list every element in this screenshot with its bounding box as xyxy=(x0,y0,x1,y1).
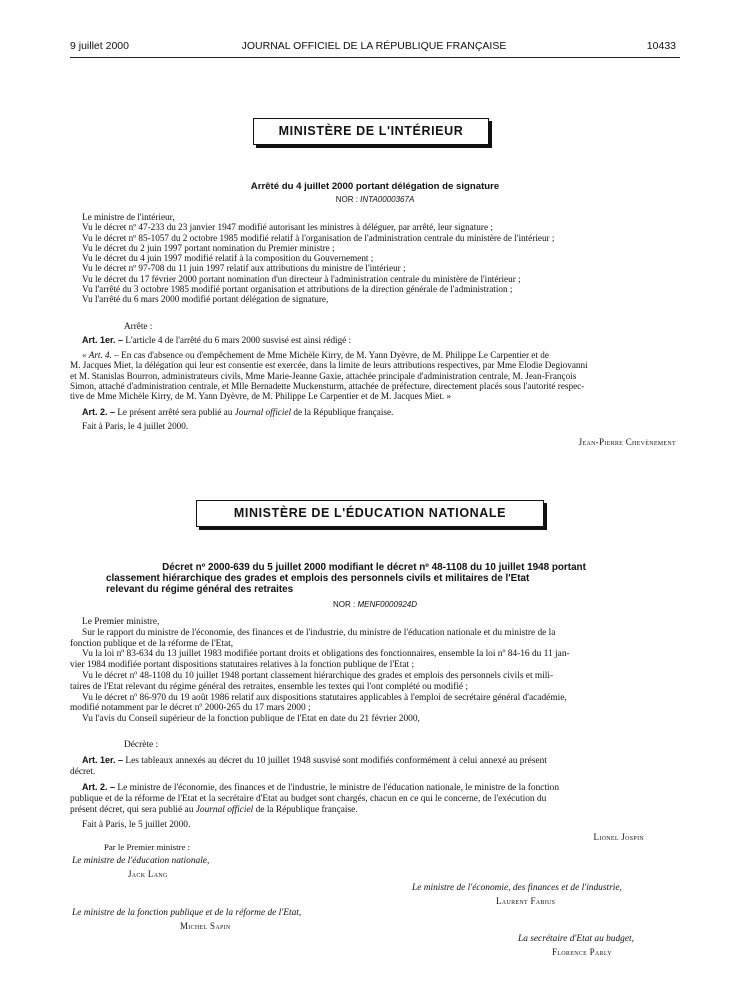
visa-line: Vu le décret nº 86-970 du 19 août 1986 relatif aux dispositions statutaires applicables à l'emploi de secrétaire général d'académie, xyxy=(82,692,567,703)
arrete-arrete: Arrête : xyxy=(124,321,153,331)
article-4-line: Simon, attaché d'administration centrale, et Mlle Bernadette Muckensturm, attachée de préfecture, directement placés sous l'autorité respec- xyxy=(70,380,585,391)
article-text: Le ministre de l'économie, des finances et de l'industrie, le ministre de l'éducation nationale, le ministre de la fonction xyxy=(117,783,560,793)
visa-line: Vu le décret nº 97-708 du 11 juin 1997 relatif aux attributions du ministre de l'intérieur ; xyxy=(82,263,406,274)
article-text: décret. xyxy=(70,766,96,777)
article-text: L'article 4 de l'arrêté du 6 mars 2000 susvisé est ainsi rédigé : xyxy=(125,335,352,345)
visa-line: Vu le décret du 17 février 2000 portant nomination d'un directeur à l'administration centrale du ministère de l'intérieur ; xyxy=(82,273,521,284)
decret-fait-a: Fait à Paris, le 5 juillet 2000. xyxy=(82,820,191,830)
decret-title-line: relevant du régime général des retraites xyxy=(106,584,294,595)
article-text: publique et de la réforme de l'Etat et la secrétaire d'Etat au budget sont chargés, chacun en ce qui le concerne, de l'exécution du xyxy=(70,793,547,804)
signature-economie-name: Laurent Fabius xyxy=(496,896,556,906)
par-le-premier-ministre: Par le Premier ministre : xyxy=(104,842,190,852)
article-4-label: « Art. 4. – xyxy=(82,350,119,360)
arrete-title: Arrêté du 4 juillet 2000 portant délégation de signature xyxy=(250,181,500,192)
visa-line: Vu le décret nº 47-233 du 23 janvier 1947 modifié autorisant les ministres à déléguer, par arrêté, leur signature ; xyxy=(82,222,493,233)
article-text: de la République française. xyxy=(293,407,394,417)
header-page-number: 10433 xyxy=(646,40,676,52)
visa-line: Sur le rapport du ministre de l'économie, des finances et de l'industrie, du ministre de l'éducation nationale et du ministre de la xyxy=(82,627,556,638)
article-text: Le présent arrêté sera publié au xyxy=(117,407,233,417)
visa-line: Vu le décret nº 48-1108 du 10 juillet 1948 portant classement hiérarchique des grades et emplois des personnels civils et mili- xyxy=(82,670,554,681)
header-date: 9 juillet 2000 xyxy=(70,40,129,52)
nor-code: INTA0000367A xyxy=(360,195,415,204)
ministry-interieur-box xyxy=(253,118,489,145)
article-text: Les tableaux annexés au décret du 10 juillet 1948 susvisé sont modifiés conformément à celui annexé au présent xyxy=(125,756,547,766)
article-text: de la République française. xyxy=(255,804,358,815)
visa-line: Vu le décret nº 85-1057 du 2 octobre 1985 modifié relatif à l'organisation de l'administration centrale du ministère de l'intérieur ; xyxy=(82,232,555,243)
visa-line: Le ministre de l'intérieur, xyxy=(82,212,175,222)
visa-line: modifié notamment par le décret nº 2000-265 du 17 mars 2000 ; xyxy=(70,703,311,714)
visa-line: Vu l'arrêté du 3 octobre 1985 modifié portant organisation et attributions de la direction générale de l'administration ; xyxy=(82,284,513,295)
arrete-article-1 xyxy=(82,335,680,345)
article-label: Art. 1er. – xyxy=(82,755,124,765)
arrete-visas xyxy=(82,212,680,305)
decret-decrete: Décrète : xyxy=(124,740,159,750)
signature-budget-title: La secrétaire d'Etat au budget, xyxy=(518,934,634,944)
decret-visas xyxy=(70,617,668,725)
visa-line: Vu la loi nº 83-634 du 13 juillet 1983 modifiée portant droits et obligations des fonctionnaires, ensemble la loi nº 84-16 du 11 jan- xyxy=(82,649,570,660)
arrete-nor xyxy=(70,195,680,204)
article-4-line: tive de Mme Michèle Kirry, de M. Yann Dyèvre, de M. Philippe Le Carpentier et de M. Jacques Miet. » xyxy=(70,391,452,402)
article-label: Art. 2. – xyxy=(82,782,116,792)
decret-title-line: classement hiérarchique des grades et emplois des personnels civils et militaires de l'Etat xyxy=(106,573,530,584)
article-4-line: En cas d'absence ou d'empêchement de Mme Michèle Kirry, de M. Yann Dyèvre, de M. Philippe Le Carpentier et de xyxy=(121,350,549,360)
ministry-education-title: MINISTÈRE DE L'ÉDUCATION NATIONALE xyxy=(233,506,507,520)
signature-economie-title: Le ministre de l'économie, des finances et de l'industrie, xyxy=(412,883,622,893)
header-rule xyxy=(70,57,680,58)
article-label: Art. 2. – xyxy=(82,407,116,417)
arrete-article-2 xyxy=(82,407,680,417)
journal-officiel-mention: Journal officiel xyxy=(195,804,254,815)
decret-title xyxy=(100,562,648,595)
visa-line: Vu l'arrêté du 6 mars 2000 modifié portant délégation de signature, xyxy=(82,294,329,305)
signature-education-title: Le ministre de l'éducation nationale, xyxy=(72,856,210,866)
arrete-signature: Jean-Pierre Chevènement xyxy=(578,437,676,447)
nor-label: NOR : xyxy=(335,195,358,204)
decret-nor xyxy=(70,600,680,609)
signature-fonction-publique-name: Michel Sapin xyxy=(180,921,231,931)
visa-line: Vu le décret du 4 juin 1997 modifié relatif à la composition du Gouvernement ; xyxy=(82,253,374,264)
nor-label: NOR : xyxy=(332,600,356,609)
arrete-article-4 xyxy=(70,350,680,401)
signature-fonction-publique-title: Le ministre de la fonction publique et de la réforme de l'Etat, xyxy=(72,908,302,918)
journal-officiel-mention: Journal officiel xyxy=(234,407,292,417)
signature-education-name: Jack Lang xyxy=(128,869,168,879)
visa-line: fonction publique et de la réforme de l'Etat, xyxy=(70,638,234,649)
visa-line: vier 1984 modifiée portant dispositions statutaires relatives à la fonction publique de l'Etat ; xyxy=(70,660,415,671)
nor-code: MENF0000924D xyxy=(357,600,418,609)
decret-article-2 xyxy=(70,782,668,815)
header-journal-title: JOURNAL OFFICIEL DE LA RÉPUBLIQUE FRANÇAISE xyxy=(241,40,507,52)
visa-line: Vu le décret du 2 juin 1997 portant nomination du Premier ministre ; xyxy=(82,242,335,253)
article-4-line: et M. Stanislas Bourron, administrateurs civils, Mme Marie-Jeanne Gaxie, attachée principale d'administration centrale, M. Jean-François xyxy=(70,370,577,381)
signature-premier-ministre: Lionel Jospin xyxy=(593,832,644,842)
article-text: présent décret, qui sera publié au xyxy=(70,804,194,815)
decret-title-line: Décret nº 2000-639 du 5 juillet 2000 modifiant le décret nº 48-1108 du 10 juillet 1948 portant xyxy=(162,562,586,573)
visa-line: Vu l'avis du Conseil supérieur de la fonction publique de l'Etat en date du 21 février 2000, xyxy=(82,714,420,725)
signature-budget-name: Florence Parly xyxy=(552,947,612,957)
ministry-interieur-title: MINISTÈRE DE L'INTÉRIEUR xyxy=(278,124,464,138)
article-label: Art. 1er. – xyxy=(82,335,124,345)
visa-line: Le Premier ministre, xyxy=(82,617,160,627)
article-4-line: M. Jacques Miet, la délégation qui leur est consentie est exercée, dans la limite de leurs attributions respectives, par Mme Elodie Degiovanni xyxy=(70,360,588,371)
decret-article-1 xyxy=(70,755,668,778)
ministry-education-box xyxy=(196,500,544,527)
visa-line: taires de l'Etat relevant du régime général des retraites, ensemble les textes qui l'ont complété ou modifié ; xyxy=(70,681,469,692)
arrete-fait-a: Fait à Paris, le 4 juillet 2000. xyxy=(82,421,189,431)
